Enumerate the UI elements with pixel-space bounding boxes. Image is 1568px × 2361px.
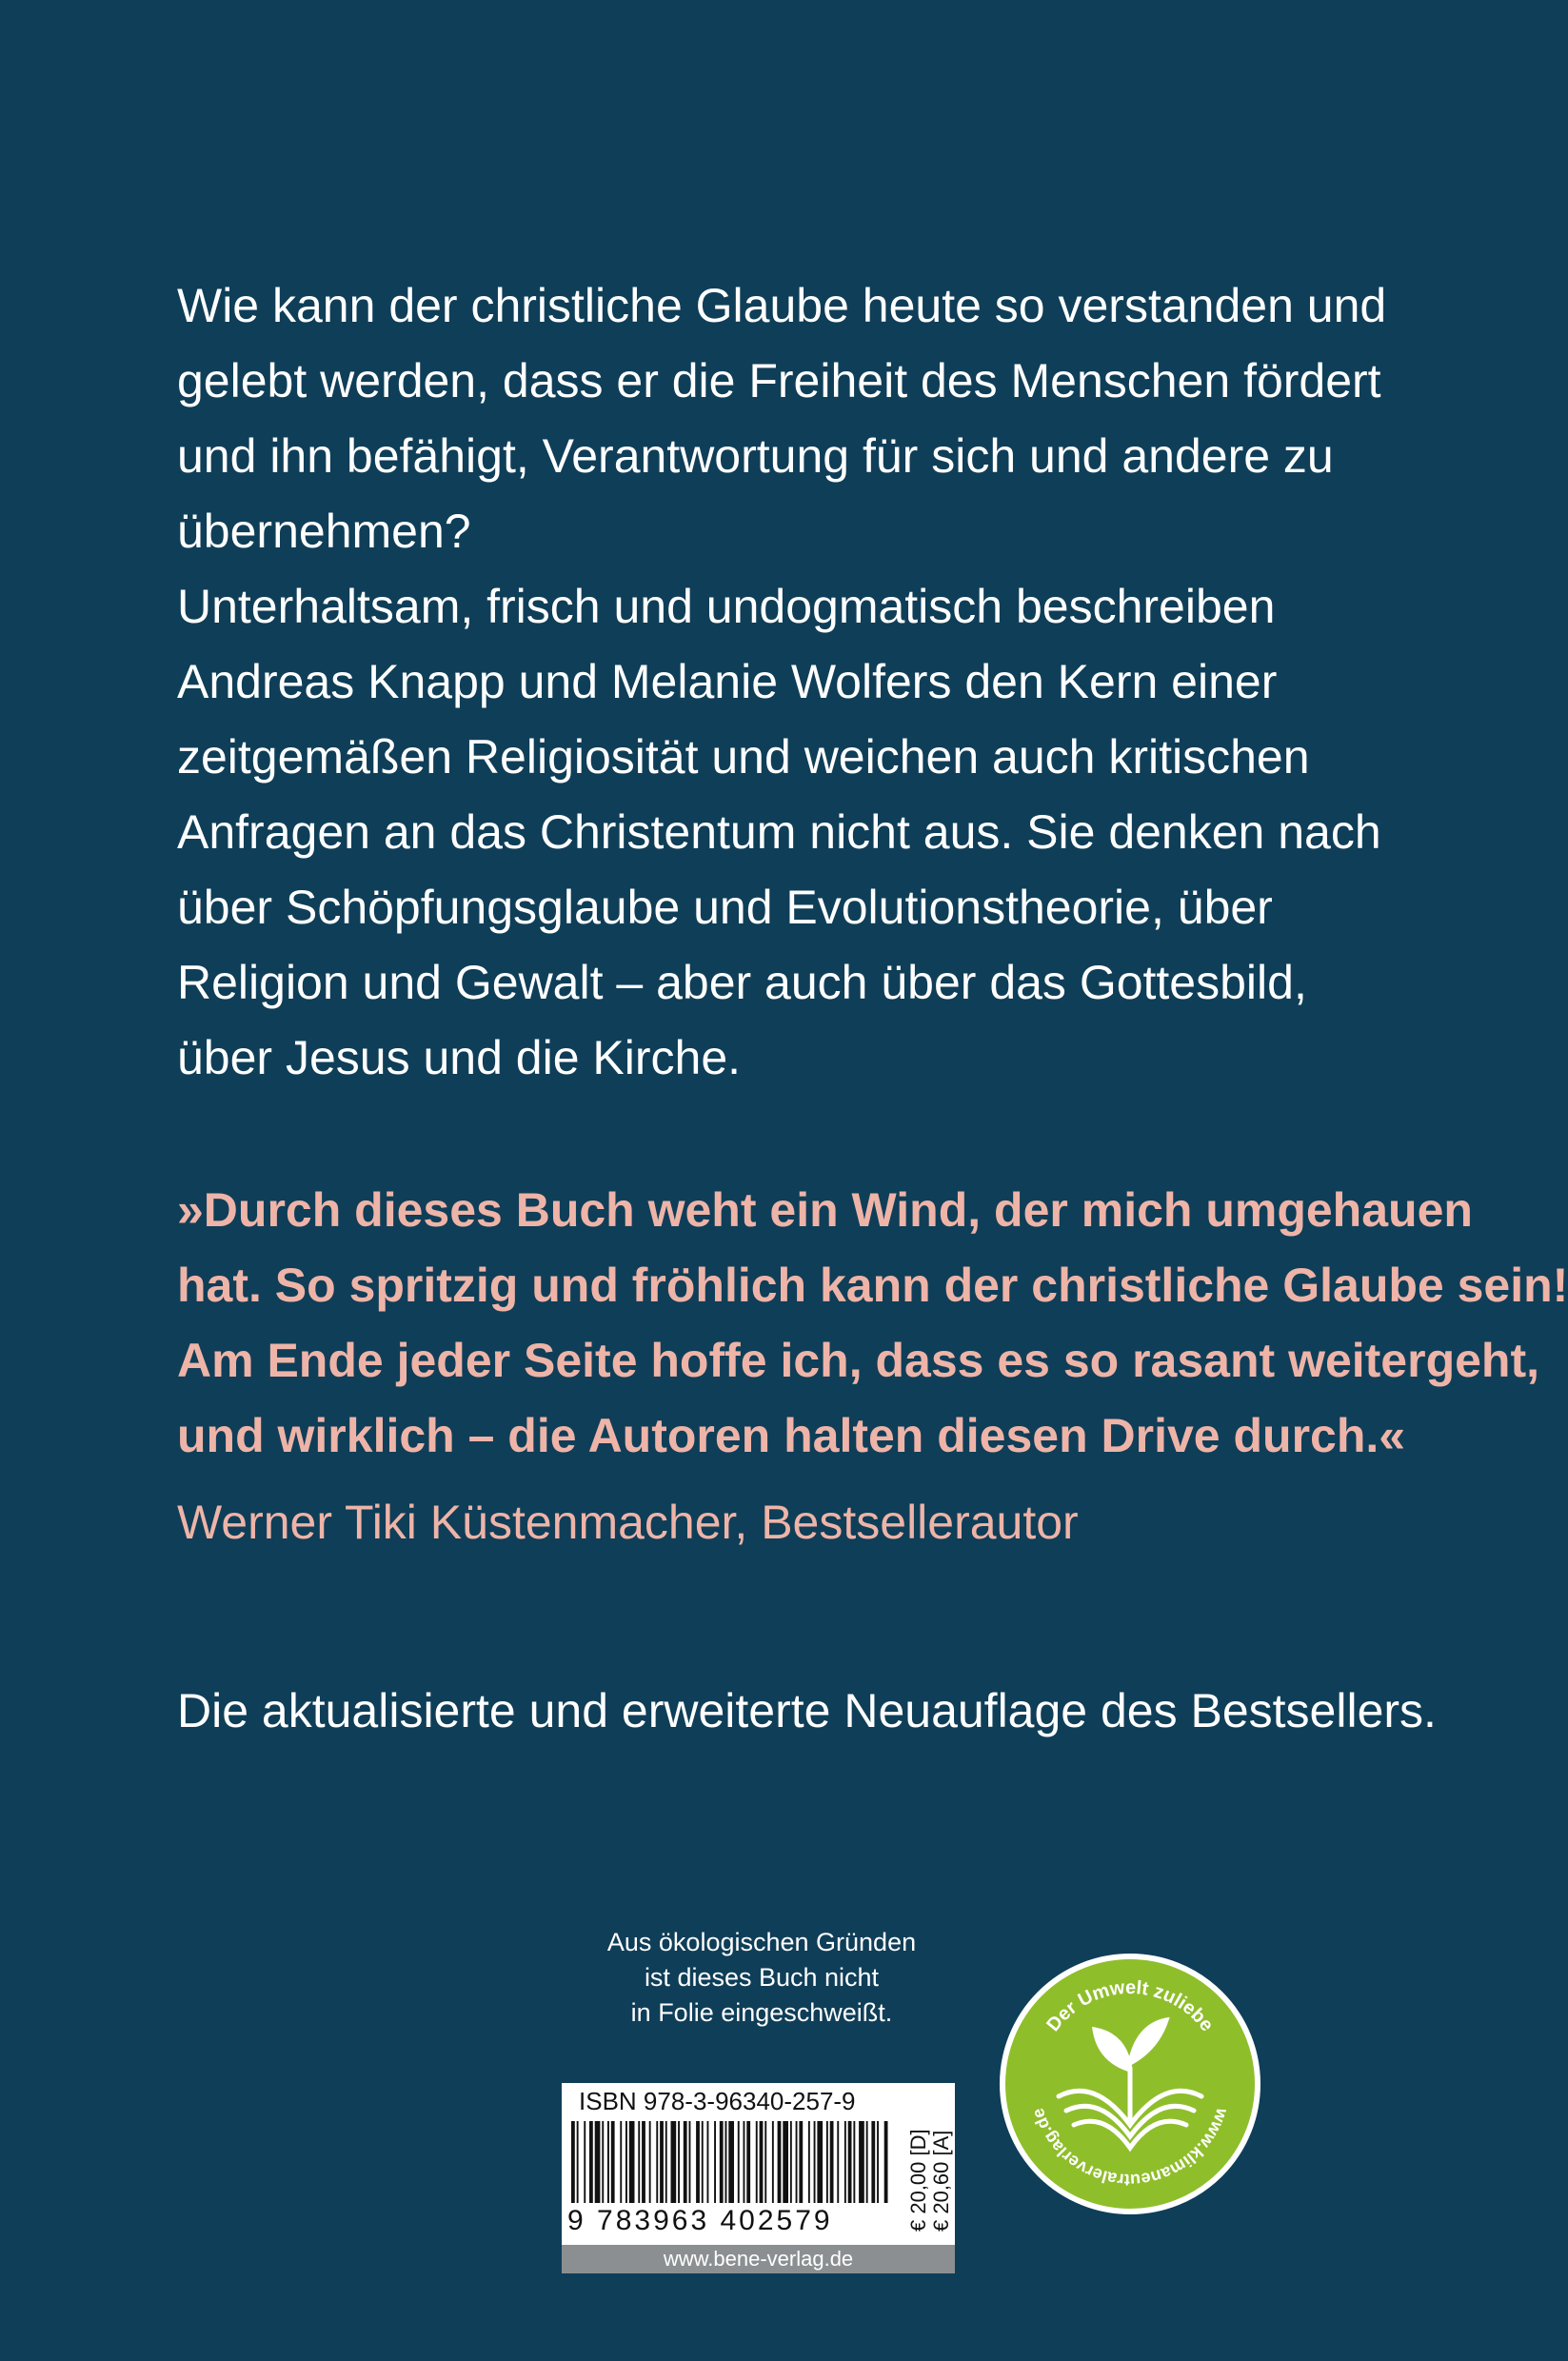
description-line: Anfragen an das Christentum nicht aus. Sie denken nach <box>177 805 1381 859</box>
review-quote <box>177 1173 1568 1474</box>
price-block <box>904 2119 953 2233</box>
quote-line: Am Ende jeder Seite hoffe ich, dass es so rasant weitergeht, <box>177 1334 1540 1387</box>
quote-author: Werner Tiki Küstenmacher, Bestsellerautor <box>177 1496 1079 1549</box>
eco-note-line: ist dieses Buch nicht <box>644 1963 880 1992</box>
ean-digits: 9 783963 402579 <box>567 2205 833 2236</box>
description-line: und ihn befähigt, Verantwortung für sich und andere zu <box>177 429 1334 483</box>
description-line: Wie kann der christliche Glaube heute so verstanden und <box>177 279 1387 332</box>
badge-top-text: Der Umwelt zuliebe <box>1042 1976 1218 2036</box>
description-line: Religion und Gewalt – aber auch über das Gottesbild, <box>177 956 1307 1009</box>
description-line: zeitgemäßen Religiosität und weichen auch kritischen <box>177 730 1310 784</box>
barcode-panel <box>562 2083 955 2273</box>
quote-line: »Durch dieses Buch weht ein Wind, der mich umgehauen <box>177 1183 1473 1237</box>
isbn-label: ISBN 978-3-96340-257-9 <box>579 2087 856 2115</box>
price-austria: € 20,60 [A] <box>929 2130 953 2232</box>
badge-bottom-text: www.klimaneutralerverlag.de <box>1027 2106 1233 2191</box>
description-line: übernehmen? <box>177 505 471 558</box>
eco-note <box>571 1925 952 2031</box>
description-line: Andreas Knapp und Melanie Wolfers den Kern einer <box>177 655 1278 708</box>
eco-note-line: in Folie eingeschweißt. <box>630 1998 893 2027</box>
quote-line: hat. So spritzig und fröhlich kann der christliche Glaube sein! <box>177 1259 1568 1312</box>
description-line: Unterhaltsam, frisch und undogmatisch beschreiben <box>177 580 1276 633</box>
book-description <box>177 268 1387 1096</box>
description-line: über Jesus und die Kirche. <box>177 1031 742 1084</box>
quote-line: und wirklich – die Autoren halten diesen Drive durch.« <box>177 1409 1406 1462</box>
climate-neutral-badge <box>1000 1954 1260 2214</box>
publisher-website: www.bene-verlag.de <box>562 2245 955 2273</box>
barcode-icon <box>567 2121 891 2207</box>
eco-note-line: Aus ökologischen Gründen <box>606 1928 917 1956</box>
price-germany: € 20,00 [D] <box>906 2129 930 2232</box>
edition-tagline: Die aktualisierte und erweiterte Neuauflage des Bestsellers. <box>177 1684 1437 1737</box>
description-line: über Schöpfungsglaube und Evolutionstheorie, über <box>177 881 1273 934</box>
description-line: gelebt werden, dass er die Freiheit des Menschen fördert <box>177 354 1381 407</box>
